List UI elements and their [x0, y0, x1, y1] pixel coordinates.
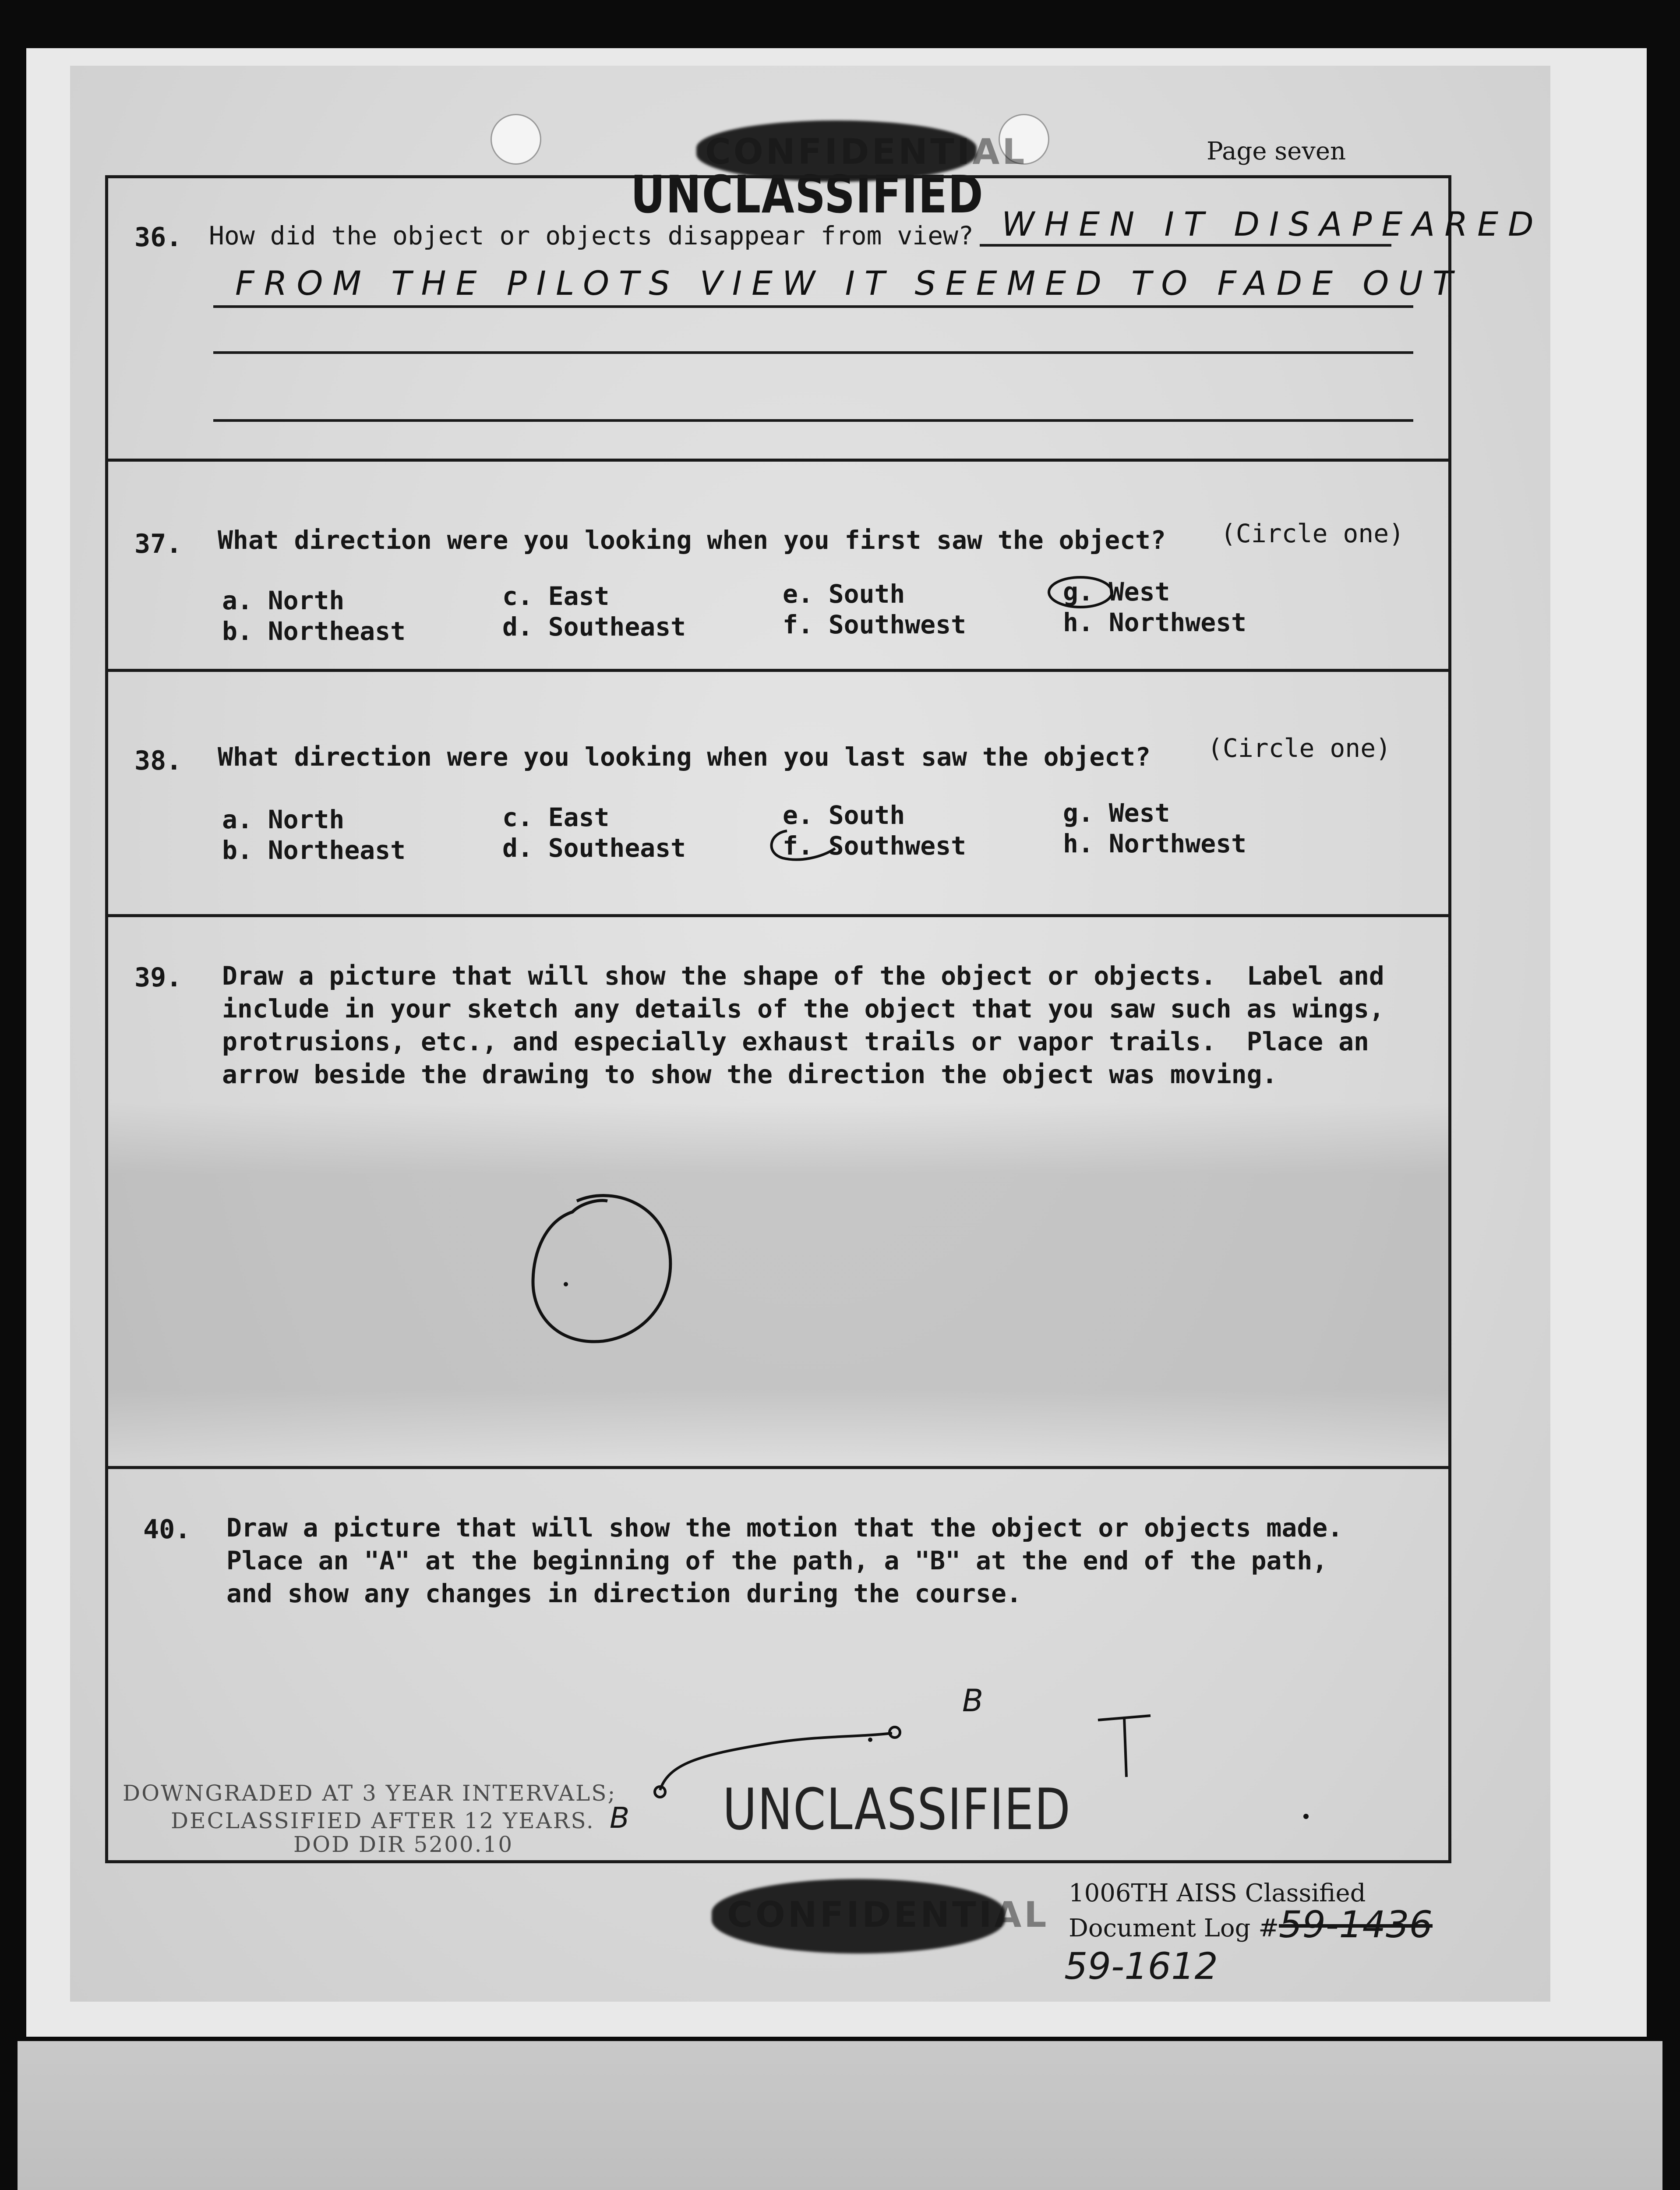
question-37-text: What direction were you looking when you first saw the object?	[218, 525, 1166, 555]
q38-option-h[interactable]: h. Northwest	[1063, 829, 1247, 858]
path-end-label: B	[962, 1683, 984, 1719]
punch-hole	[491, 114, 541, 165]
downgrade-stamp-line3: DOD DIR 5200.10	[293, 1832, 514, 1857]
q37-option-a[interactable]: a. North	[222, 586, 345, 615]
q38-option-g[interactable]: g. West	[1063, 798, 1170, 828]
question-40-number: 40.	[143, 1514, 191, 1545]
q37-option-b[interactable]: b. Northeast	[222, 616, 406, 646]
downgrade-stamp-line2: DECLASSIFIED AFTER 12 YEARS.	[171, 1808, 595, 1833]
questionnaire-form	[105, 175, 1543, 1863]
confidential-stamp-bottom-text: CONFIDENTIAL	[727, 1894, 1049, 1935]
question-39-number: 39.	[134, 962, 182, 993]
question-37-section	[108, 459, 1448, 672]
unclassified-stamp-bottom: UNCLASSIFIED	[723, 1776, 1071, 1843]
question-40-line3: and show any changes in direction during the course.	[226, 1579, 1022, 1608]
q37-option-e[interactable]: e. South	[783, 579, 905, 609]
page-number: Page seven	[1207, 137, 1346, 166]
answer-line	[213, 419, 1413, 422]
light-table-background	[18, 2041, 1662, 2190]
q37-option-f[interactable]: f. Southwest	[783, 610, 967, 639]
question-36-answer-line2: FROM THE PILOTS VIEW IT SEEMED TO FADE OUT	[235, 264, 1463, 303]
answer-line	[213, 351, 1413, 354]
q38-option-e[interactable]: e. South	[783, 800, 905, 830]
q37-selection-circle	[1041, 572, 1129, 616]
q37-option-d[interactable]: d. Southeast	[502, 612, 686, 642]
question-39-line2: include in your sketch any details of the object that you saw such as wings,	[222, 994, 1384, 1024]
question-38-text: What direction were you looking when you last saw the object?	[218, 742, 1151, 772]
question-37-instruction: (Circle one)	[1221, 519, 1405, 548]
object-shape-sketch	[511, 1186, 695, 1370]
scan-shading	[108, 1102, 1448, 1462]
q38-option-d[interactable]: d. Southeast	[502, 833, 686, 863]
question-36-answer-line1: WHEN IT DISAPEARED	[1002, 205, 1543, 244]
document-log-label: Document Log #	[1069, 1914, 1279, 1943]
q37-option-h[interactable]: h. Northwest	[1063, 608, 1247, 637]
question-39-line1: Draw a picture that will show the shape of the object or objects. Label and	[222, 961, 1384, 991]
q38-option-f[interactable]: f. Southwest	[783, 831, 967, 861]
q38-option-a[interactable]: a. North	[222, 805, 345, 834]
question-40-line1: Draw a picture that will show the motion that the object or objects made.	[226, 1513, 1343, 1543]
document-log-unit: 1006TH AISS Classified	[1069, 1879, 1366, 1907]
q38-option-c[interactable]: c. East	[502, 802, 610, 832]
q37-option-c[interactable]: c. East	[502, 581, 610, 611]
question-38-instruction: (Circle one)	[1207, 733, 1391, 763]
answer-line	[980, 244, 1391, 247]
downgrade-stamp-line1: DOWNGRADED AT 3 YEAR INTERVALS;	[123, 1780, 617, 1806]
question-38-number: 38.	[134, 745, 182, 776]
question-36-section	[108, 178, 1543, 462]
path-start-label: B	[610, 1801, 630, 1835]
question-38-section	[108, 669, 1448, 917]
document-log-crossed-number: 59-1436	[1279, 1903, 1433, 1946]
question-39-line3: protrusions, etc., and especially exhaust trails or vapor trails. Place an	[222, 1027, 1369, 1056]
question-36-text: How did the object or objects disappear from view?	[209, 221, 974, 251]
confidential-stamp-top-text: CONFIDENTIAL	[705, 131, 1027, 172]
q37-option-g[interactable]: g. West	[1063, 577, 1170, 607]
question-39-line4: arrow beside the drawing to show the direction the object was moving.	[222, 1060, 1278, 1089]
q38-option-b[interactable]: b. Northeast	[222, 835, 406, 865]
q38-selection-circle	[761, 822, 857, 866]
question-40-line2: Place an "A" at the beginning of the path, a "B" at the end of the path,	[226, 1546, 1328, 1575]
answer-line	[213, 305, 1413, 308]
question-36-number: 36.	[134, 222, 182, 253]
question-37-number: 37.	[134, 529, 182, 559]
document-log-handwritten-number: 59-1612	[1064, 1945, 1218, 1988]
unclassified-stamp-top: UNCLASSIFIED	[631, 164, 984, 225]
question-39-section	[108, 914, 1448, 1469]
